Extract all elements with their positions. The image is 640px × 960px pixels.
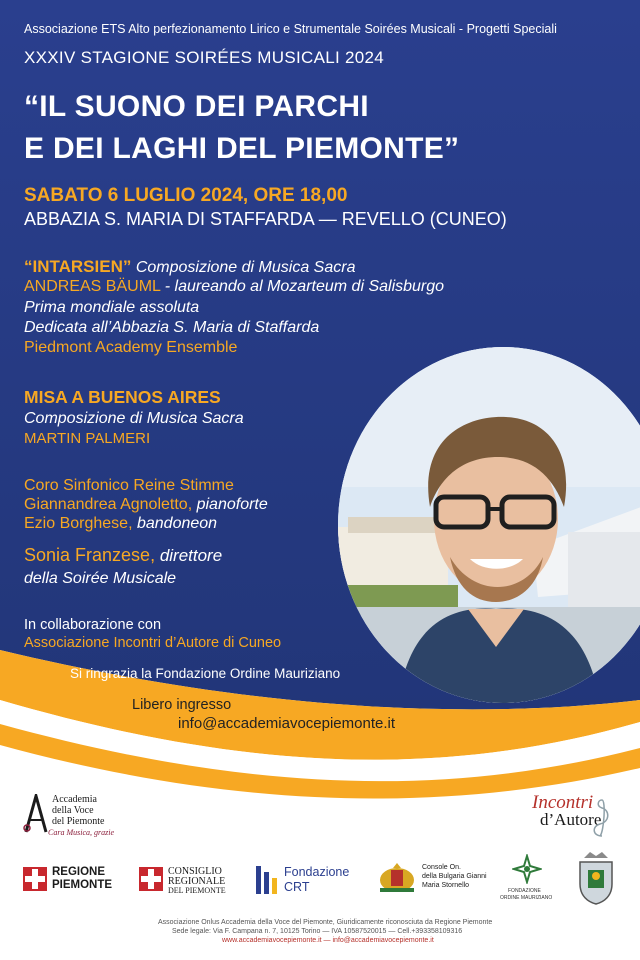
ordine-mauriziano-logo bbox=[500, 854, 554, 906]
consiglio-shield-icon bbox=[138, 866, 164, 892]
accademia-a-icon bbox=[22, 794, 50, 834]
console-bulgaria-logo bbox=[378, 862, 490, 896]
collaboration-intro: In collaborazione con bbox=[24, 617, 162, 633]
bandoneon-role: bandoneon bbox=[136, 515, 218, 532]
bandoneon-line bbox=[24, 515, 217, 533]
piece1-composer: ANDREAS BÄUML bbox=[24, 278, 161, 295]
accademia-line2: della Voce bbox=[52, 805, 94, 816]
mauriziano-line1: FONDAZIONE bbox=[508, 888, 541, 894]
regione-line1: REGIONE bbox=[52, 866, 106, 878]
municipal-crest-icon bbox=[576, 852, 616, 906]
director-line2: della Soirée Musicale bbox=[24, 570, 177, 587]
treble-clef-icon bbox=[590, 798, 612, 838]
incontri-line1: Incontri bbox=[532, 792, 594, 813]
piece1-heading bbox=[24, 257, 355, 277]
piece1-composer-note: - laureando al Mozarteum di Salisburgo bbox=[164, 278, 445, 295]
accademia-script: Cara Musica, grazie bbox=[48, 828, 114, 837]
piece2-title: MISA A BUENOS AIRES bbox=[24, 387, 221, 407]
piece1-composer-line bbox=[24, 278, 444, 296]
footer-line2: Sede legale: Via F. Campana n. 7, 10125 Torino — IVA 10587520015 — Cell.+393358109316 bbox=[172, 928, 463, 935]
event-date: SABATO 6 LUGLIO 2024, ORE 18,00 bbox=[24, 185, 348, 206]
pianist-line bbox=[24, 496, 268, 514]
console-line3: Maria Stornello bbox=[422, 882, 470, 889]
entry-label: Libero ingresso bbox=[132, 697, 232, 713]
accademia-line3: del Piemonte bbox=[52, 816, 105, 827]
crt-bars-icon bbox=[256, 866, 278, 894]
consiglio-line3: DEL PIEMONTE bbox=[168, 886, 226, 895]
fondazione-crt-logo bbox=[256, 864, 366, 896]
piece1-subtitle: Composizione di Musica Sacra bbox=[135, 259, 356, 276]
pianist-role: pianoforte bbox=[196, 496, 268, 513]
event-venue: ABBAZIA S. MARIA DI STAFFARDA — REVELLO (CUNEO) bbox=[24, 209, 507, 229]
director-name: Sonia Franzese, bbox=[24, 545, 156, 565]
thanks-line: Si ringrazia la Fondazione Ordine Mauriziano bbox=[70, 666, 341, 681]
consiglio-line1: CONSIGLIO bbox=[168, 866, 222, 877]
title-line1: “IL SUONO DEI PARCHI bbox=[24, 90, 369, 123]
consiglio-regionale-logo bbox=[138, 866, 234, 896]
association-header: Associazione ETS Alto perfezionamento Lirico e Strumentale Soirées Musicali - Progetti Speciali bbox=[24, 22, 557, 36]
director-role: direttore bbox=[159, 546, 223, 565]
crt-line1: Fondazione bbox=[284, 865, 350, 879]
incontri-logo bbox=[528, 792, 628, 842]
console-line2: della Bulgaria Gianni bbox=[422, 873, 487, 880]
piece2-composer: MARTIN PALMERI bbox=[24, 430, 151, 447]
entry-email[interactable]: info@accademiavocepiemonte.it bbox=[178, 715, 396, 732]
incontri-line2: d’Autore bbox=[540, 810, 602, 829]
accademia-line1: Accademia bbox=[52, 794, 97, 805]
mauriziano-cross-icon bbox=[512, 854, 542, 884]
consiglio-line2: REGIONALE bbox=[168, 876, 226, 887]
piece1-premiere: Prima mondiale assoluta bbox=[24, 299, 200, 316]
footer-line1: Associazione Onlus Accademia della Voce del Piemonte, Giuridicamente riconosciuta da Regione Piemonte bbox=[158, 919, 493, 926]
regione-line2: PIEMONTE bbox=[52, 879, 113, 891]
municipal-crest-logo bbox=[576, 852, 616, 906]
bulgaria-coat-of-arms-icon bbox=[378, 862, 416, 894]
piece1-dedication: Dedicata all’Abbazia S. Maria di Staffarda bbox=[24, 319, 320, 336]
accademia-logo bbox=[22, 792, 132, 840]
piece1-title: “INTARSIEN” bbox=[24, 257, 132, 276]
piece2-subtitle: Composizione di Musica Sacra bbox=[24, 410, 244, 427]
console-line1: Console On. bbox=[422, 864, 461, 871]
director-line bbox=[24, 545, 222, 566]
collaboration-partner: Associazione Incontri d’Autore di Cuneo bbox=[24, 635, 282, 651]
mauriziano-line2: ORDINE MAURIZIANO bbox=[500, 895, 553, 901]
regione-shield-icon bbox=[22, 866, 48, 892]
piece1-ensemble: Piedmont Academy Ensemble bbox=[24, 339, 238, 356]
bandoneon-name: Ezio Borghese, bbox=[24, 515, 133, 532]
title-line2: E DEI LAGHI DEL PIEMONTE” bbox=[24, 132, 460, 165]
regione-piemonte-logo bbox=[22, 866, 114, 894]
season-title: XXXIV STAGIONE SOIRÉES MUSICALI 2024 bbox=[24, 48, 385, 67]
choir: Coro Sinfonico Reine Stimme bbox=[24, 477, 234, 494]
crt-line2: CRT bbox=[284, 880, 310, 894]
footer-line3[interactable]: www.accademiavocepiemonte.it — info@accademiavocepiemonte.it bbox=[222, 937, 434, 944]
pianist-name: Giannandrea Agnoletto, bbox=[24, 496, 193, 513]
